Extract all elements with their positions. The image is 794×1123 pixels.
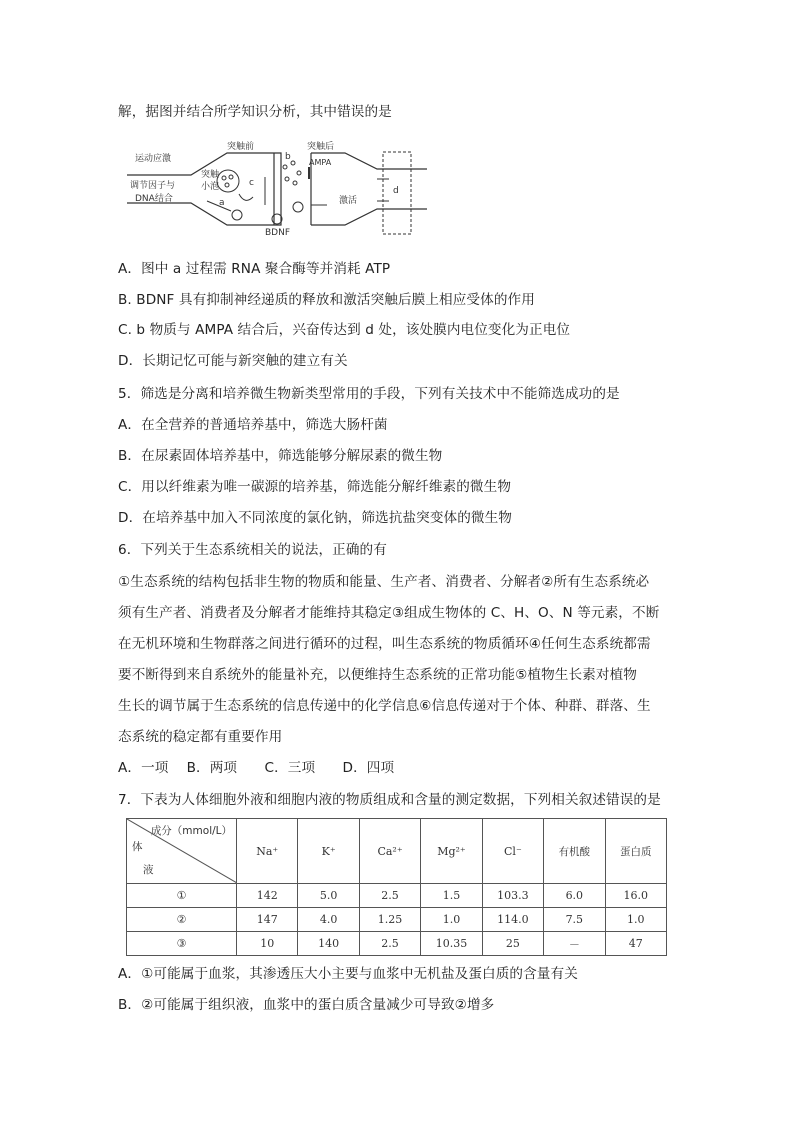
table-cell: 1.0	[421, 908, 482, 932]
q5-option-a: A．在全营养的普通培养基中，筛选大肠杆菌	[118, 417, 388, 433]
row-label: ②	[127, 908, 237, 932]
table-cell: －	[544, 932, 605, 956]
table-header-cell: 有机酸	[544, 819, 605, 884]
question-5-stem: 5．筛选是分离和培养微生物新类型常用的手段，下列有关技术中不能筛选成功的是	[118, 386, 620, 402]
table-cell: 2.5	[359, 932, 420, 956]
table-cell: 1.0	[605, 908, 666, 932]
q4-option-d: D．长期记忆可能与新突触的建立有关	[118, 353, 348, 369]
table-row	[127, 884, 667, 908]
table-row	[127, 932, 667, 956]
table-header-body: 体	[132, 841, 143, 853]
label-vesicle-2: 小泡	[201, 182, 220, 192]
label-factor-2: DNA结合	[135, 194, 173, 204]
label-bdnf: BDNF	[265, 228, 291, 238]
table-header-cell: Na⁺	[237, 819, 298, 884]
fluid-composition-table	[126, 818, 667, 956]
q4-option-a: A．图中 a 过程需 RNA 聚合酶等并消耗 ATP	[118, 261, 391, 277]
table-cell: 1.25	[359, 908, 420, 932]
table-cell: 16.0	[605, 884, 666, 908]
table-header-cell: Ca²⁺	[359, 819, 420, 884]
question-4-stem-tail: 解，据图并结合所学知识分析，其中错误的是	[118, 104, 392, 120]
q5-option-b: B．在尿素固体培养基中，筛选能够分解尿素的微生物	[118, 448, 443, 464]
table-cell: 1.5	[421, 884, 482, 908]
table-cell: 4.0	[298, 908, 359, 932]
table-cell: 103.3	[482, 884, 543, 908]
q5-option-c: C．用以纤维素为唯一碳源的培养基，筛选能分解纤维素的微生物	[118, 479, 512, 495]
question-6-stem: 6．下列关于生态系统相关的说法，正确的有	[118, 542, 387, 558]
table-cell: 10.35	[421, 932, 482, 956]
q7-option-b: B．②可能属于组织液，血浆中的蛋白质含量减少可导致②增多	[118, 997, 495, 1013]
label-b: b	[285, 152, 291, 162]
row-label: ①	[127, 884, 237, 908]
q6-statement-line: 态系统的稳定都有重要作用	[118, 729, 283, 745]
label-a: a	[219, 198, 225, 208]
row-label: ③	[127, 932, 237, 956]
label-vesicle-1: 突触	[201, 170, 220, 180]
q6-statement-line: ①生态系统的结构包括非生物的物质和能量、生产者、消费者、分解者②所有生态系统必	[118, 574, 650, 590]
table-header-cell: K⁺	[298, 819, 359, 884]
label-ampa: AMPA	[309, 158, 332, 167]
q4-option-c: C. b 物质与 AMPA 结合后，兴奋传达到 d 处，该处膜内电位变化为正电位	[118, 322, 571, 338]
table-diagonal-header	[127, 819, 237, 884]
label-d: d	[393, 186, 399, 196]
table-header-cell: 蛋白质	[605, 819, 666, 884]
table-cell: 114.0	[482, 908, 543, 932]
q6-statement-line: 须有生产者、消费者及分解者才能维持其稳定③组成生物体的 C、H、O、N 等元素，不断	[118, 605, 660, 621]
table-header-component: 成分（mmol/L）	[150, 825, 232, 837]
label-activate: 激活	[339, 196, 358, 206]
q4-option-b: B. BDNF 具有抑制神经递质的释放和激活突触后膜上相应受体的作用	[118, 292, 535, 308]
label-c: c	[249, 178, 254, 188]
table-cell: 10	[237, 932, 298, 956]
table-cell: 47	[605, 932, 666, 956]
table-cell: 2.5	[359, 884, 420, 908]
table-header-cell: Cl⁻	[482, 819, 543, 884]
table-cell: 147	[237, 908, 298, 932]
q6-statement-line: 在无机环境和生物群落之间进行循环的过程，叫生态系统的物质循环④任何生态系统都需	[118, 636, 651, 652]
table-header-cell: Mg²⁺	[421, 819, 482, 884]
label-presynaptic: 突触前	[227, 142, 255, 152]
table-cell: 5.0	[298, 884, 359, 908]
q5-option-d: D．在培养基中加入不同浓度的氯化钠，筛选抗盐突变体的微生物	[118, 510, 512, 526]
label-stimulus: 运动应激	[135, 154, 172, 164]
label-postsynaptic: 突触后	[307, 142, 335, 152]
q6-statement-line: 要不断得到来自系统外的能量补充，以便维持生态系统的正常功能⑤植物生长素对植物	[118, 667, 637, 683]
label-factor-1: 调节因子与	[130, 181, 176, 191]
table-cell: 6.0	[544, 884, 605, 908]
table-cell: 7.5	[544, 908, 605, 932]
table-cell: 142	[237, 884, 298, 908]
synapse-diagram	[127, 139, 427, 239]
table-cell: 140	[298, 932, 359, 956]
q6-options: A．一项 B．两项 C．三项 D．四项	[118, 760, 395, 776]
table-header-fluid: 液	[143, 864, 154, 876]
q6-statement-line: 生长的调节属于生态系统的信息传递中的化学信息⑥信息传递对于个体、种群、群落、生	[118, 698, 651, 714]
question-7-stem: 7．下表为人体细胞外液和细胞内液的物质组成和含量的测定数据，下列相关叙述错误的是	[118, 792, 661, 808]
q7-option-a: A．①可能属于血浆，其渗透压大小主要与血浆中无机盐及蛋白质的含量有关	[118, 966, 578, 982]
table-cell: 25	[482, 932, 543, 956]
table-row	[127, 908, 667, 932]
